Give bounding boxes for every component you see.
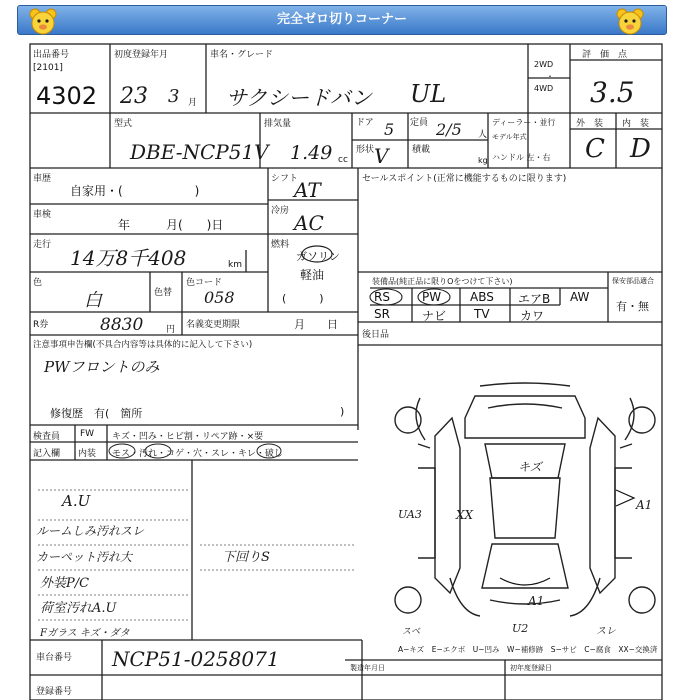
- inspector-circle-marks: [108, 442, 358, 460]
- score-label: 評 価 点: [582, 50, 628, 60]
- fw-label: FW: [80, 429, 95, 439]
- model-year-label: モデル年式: [492, 133, 527, 141]
- mark-sube: スベ: [402, 627, 421, 637]
- registration-number-label: 登録番号: [36, 687, 73, 697]
- equipment-navi: ナビ: [422, 309, 447, 323]
- recycle-value: 8830: [100, 315, 144, 335]
- displacement-value: 1.49: [290, 142, 333, 164]
- mileage-value: 14万8千408: [70, 246, 187, 270]
- kg-unit: kg: [478, 156, 488, 165]
- displacement-label: 排気量: [264, 119, 292, 129]
- remark-line: A.U: [62, 492, 91, 510]
- load-label: 積載: [412, 145, 431, 155]
- mark-xx: XX: [456, 508, 474, 522]
- repair-history-label: 修復歴 有( 箇所: [50, 407, 143, 420]
- lot-number-label: 出品番号: [33, 50, 70, 60]
- capacity-value: 2/5: [436, 120, 462, 139]
- inspection-value: 年 月( )日: [118, 218, 224, 232]
- yen-unit: 円: [166, 325, 176, 335]
- handle-label: ハンドル 左・右: [492, 153, 551, 162]
- repair-history-end: ): [340, 405, 345, 418]
- interior-label: 内 装: [622, 119, 650, 129]
- score-value: 3.5: [590, 76, 635, 109]
- ac-label: 冷房: [271, 206, 290, 216]
- exterior-label: 外 装: [576, 119, 604, 129]
- mark-roof: キズ: [518, 460, 542, 474]
- shape-value: V: [374, 144, 389, 168]
- fuel-diesel: 軽油: [300, 268, 325, 282]
- manufacture-date-label: 製造年月日: [350, 664, 385, 672]
- lot-number: 4302: [36, 82, 98, 110]
- color-code-value: 058: [204, 288, 235, 307]
- first-registration-label: 初度登録年月: [114, 50, 169, 60]
- remark-line: ルームしみ汚れスレ: [36, 524, 145, 538]
- usage-label: 車歴: [33, 174, 52, 184]
- chassis-number-label: 車台番号: [36, 653, 73, 663]
- first-registration-month: 3: [168, 86, 180, 107]
- equipment-label: 装備品(純正品に限りOをつけて下さい): [372, 277, 513, 286]
- mark-ua3: UA3: [398, 508, 422, 521]
- door-value: 5: [384, 120, 395, 139]
- equipment-aw: AW: [570, 290, 590, 304]
- km-unit: km: [228, 260, 242, 270]
- car-grade: UL: [410, 80, 447, 108]
- mark-a1-rear: A1: [528, 594, 545, 608]
- shape-label: 形状: [356, 145, 375, 155]
- remark-line: Fガラス キズ・ダタ: [40, 628, 130, 639]
- inspector-exterior-codes: キズ・凹み・ヒビ割・リペア跡・×要: [112, 432, 264, 442]
- equipment-leather: カワ: [520, 309, 545, 323]
- first-registration-year: 23: [120, 84, 148, 109]
- name-change-label: 名義変更期限: [186, 320, 241, 330]
- equipment-airbag: エアB: [518, 292, 551, 306]
- person-unit: 人: [478, 130, 488, 140]
- equipment-sr: SR: [374, 307, 390, 321]
- interior-grade: D: [630, 134, 651, 164]
- usage-value: 自家用・( ): [70, 184, 200, 198]
- drive-4wd: 4WD: [534, 84, 554, 93]
- remark-line: 荷室汚れA.U: [40, 601, 117, 616]
- notes-label: 注意事項申告欄(不具合内容等は具体的に記入して下さい): [33, 340, 253, 350]
- door-label: ドア: [356, 118, 374, 128]
- equipment-circle-marks: [368, 287, 518, 307]
- first-registration-date-label: 初年度登録日: [510, 664, 552, 672]
- sales-point-label: セールスポイント(正常に機能するものに限ります): [362, 174, 567, 184]
- remark-line: カーペット汚れ大: [36, 550, 133, 564]
- safety-parts-value: 有・無: [616, 300, 649, 313]
- notes-text: PWフロントのみ: [44, 358, 160, 376]
- banner-title: 完全ゼロ切りコーナー: [276, 12, 407, 27]
- recycle-label: R券: [33, 320, 49, 330]
- exterior-grade: C: [585, 134, 605, 164]
- mark-a1-right: A1: [636, 498, 653, 512]
- inspector-label: 検査員: [33, 432, 61, 442]
- cc-unit: cc: [338, 155, 348, 165]
- shift-label: シフト: [271, 174, 299, 184]
- entry-label: 記入欄: [33, 449, 61, 459]
- safety-parts-label: 保安部品適合: [612, 277, 654, 285]
- shift-value: AT: [294, 178, 321, 202]
- damage-legend: A−キズ E−エクボ U−凹み W−補修跡 S−サビ C−腐食 XX−交換済: [398, 645, 658, 654]
- ac-value: AC: [294, 211, 324, 235]
- model-label: 型式: [114, 119, 133, 129]
- inspection-label: 車検: [33, 210, 52, 220]
- capacity-label: 定員: [410, 118, 429, 128]
- mileage-label: 走行: [33, 240, 52, 250]
- equipment-abs: ABS: [470, 290, 494, 304]
- remark-line: 外装P/C: [40, 576, 90, 591]
- fuel-label: 燃料: [271, 240, 290, 250]
- later-items-label: 後日品: [362, 330, 390, 340]
- color-code-label: 色コード: [186, 278, 223, 288]
- model-code: DBE-NCP51V: [130, 140, 269, 164]
- drive-2wd: 2WD: [534, 60, 554, 69]
- inspector-interior-codes: モス・汚れ・コゲ・穴・スレ・キレ・破し: [112, 449, 283, 459]
- car-name: サクシードバン: [226, 86, 372, 110]
- equipment-rs: RS: [374, 290, 390, 304]
- color-change-label: 色替: [154, 288, 173, 298]
- drive-dot: ・: [546, 72, 554, 81]
- lot-sub-label: [2101]: [33, 63, 63, 73]
- equipment-tv: TV: [474, 307, 490, 321]
- color-label: 色: [33, 278, 43, 288]
- car-damage-diagram: [380, 378, 670, 648]
- car-name-label: 車名・グレード: [210, 50, 274, 60]
- equipment-pw: PW: [422, 290, 442, 304]
- fuel-other: ( ): [282, 292, 324, 305]
- color-value: 白: [84, 290, 102, 311]
- dealer-label: ディーラー・並行: [492, 118, 556, 127]
- fuel-circle-mark: [300, 245, 334, 263]
- interior-row-label: 内装: [78, 449, 97, 459]
- mark-sure: スレ: [596, 626, 616, 637]
- remark-underbody: 下回りS: [222, 550, 270, 565]
- chassis-number-value: NCP51-0258071: [112, 647, 280, 671]
- name-change-value: 月 日: [294, 318, 338, 331]
- month-unit: 月: [188, 98, 198, 108]
- fuel-gasoline: ガソリン: [296, 250, 340, 263]
- mark-u2: U2: [512, 622, 529, 635]
